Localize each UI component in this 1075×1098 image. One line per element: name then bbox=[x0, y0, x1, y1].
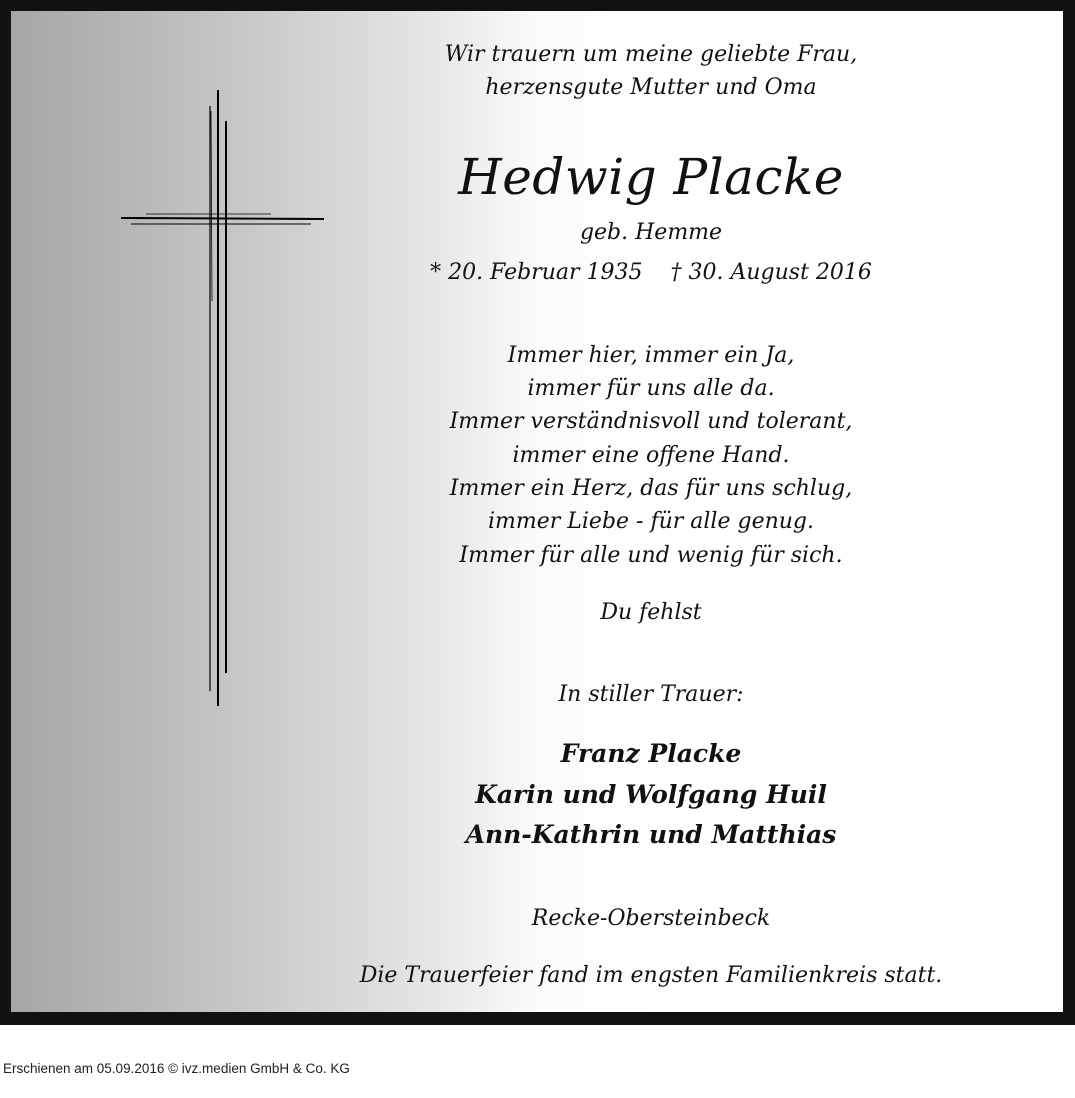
poem-line: immer Liebe - für alle genug. bbox=[487, 509, 814, 534]
mourning-label: In stiller Trauer: bbox=[558, 682, 744, 707]
intro-line: herzensgute Mutter und Oma bbox=[485, 75, 817, 100]
poem-line: Immer für alle und wenig für sich. bbox=[459, 543, 843, 568]
poem-line: Immer verständnisvoll und tolerant, bbox=[449, 409, 853, 434]
notice-text bbox=[341, 11, 961, 1012]
intro-line: Wir trauern um meine geliebte Frau, bbox=[444, 42, 858, 67]
maiden-name: geb. Hemme bbox=[579, 220, 723, 245]
notice-panel bbox=[11, 11, 1063, 1012]
missing-line: Du fehlst bbox=[600, 600, 702, 625]
poem-line: Immer ein Herz, das für uns schlug, bbox=[449, 476, 853, 501]
poem-line: Immer hier, immer ein Ja, bbox=[507, 343, 795, 368]
mourner-name: Franz Placke bbox=[560, 739, 742, 768]
publication-credit: Erschienen am 05.09.2016 © ivz.medien GmbH & Co. KG bbox=[3, 1061, 350, 1076]
birth-date: * 20. Februar 1935 bbox=[430, 260, 643, 285]
poem-line: immer eine offene Hand. bbox=[512, 443, 790, 468]
place-line: Recke-Obersteinbeck bbox=[531, 906, 771, 931]
life-dates bbox=[341, 262, 961, 284]
mourner-name: Ann-Kathrin und Matthias bbox=[465, 820, 837, 849]
mourner-name: Karin und Wolfgang Huil bbox=[475, 780, 827, 809]
deceased-name: Hedwig Placke bbox=[458, 148, 844, 206]
funeral-note: Die Trauerfeier fand im engsten Familienkreis statt. bbox=[359, 963, 943, 988]
death-date: † 30. August 2016 bbox=[670, 260, 872, 285]
poem-line: immer für uns alle da. bbox=[527, 376, 775, 401]
